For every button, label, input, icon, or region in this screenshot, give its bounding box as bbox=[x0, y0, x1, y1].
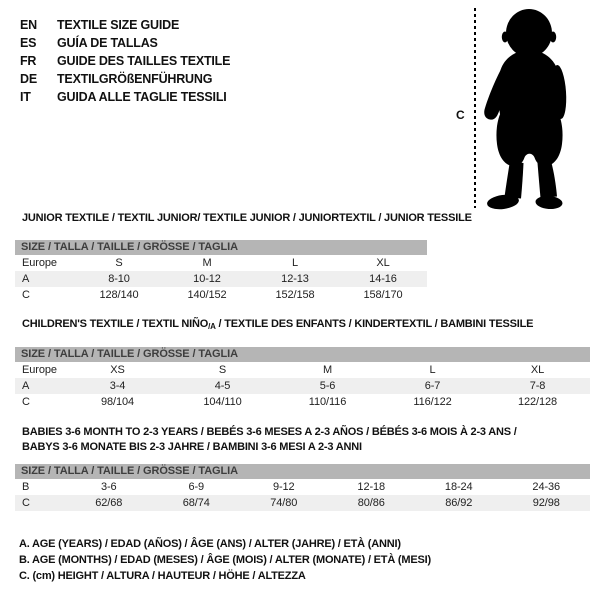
size-cell: M bbox=[202, 257, 212, 269]
measurement-legend bbox=[19, 536, 431, 584]
section-childrens-textile bbox=[0, 318, 590, 410]
row-label: A bbox=[22, 273, 30, 285]
row-label: C bbox=[22, 289, 30, 301]
height-cell: 116/122 bbox=[413, 396, 452, 408]
height-cell: 122/128 bbox=[517, 396, 558, 408]
section-title bbox=[22, 318, 590, 331]
height-cell: 152/158 bbox=[275, 289, 315, 301]
language-row bbox=[20, 70, 230, 88]
language-title: TEXTILE SIZE GUIDE bbox=[57, 18, 180, 32]
height-cell: 62/68 bbox=[95, 497, 123, 509]
language-title: GUÍA DE TALLAS bbox=[57, 36, 158, 50]
table-row bbox=[15, 255, 427, 271]
age-cell: 24-36 bbox=[532, 481, 561, 493]
height-label-c: C bbox=[456, 108, 465, 122]
age-cell: 14-16 bbox=[369, 273, 397, 285]
size-cell: XS bbox=[110, 364, 125, 376]
size-cell: L bbox=[429, 364, 436, 376]
table-row bbox=[15, 394, 590, 410]
height-cell: 74/80 bbox=[270, 497, 298, 509]
legend-line-a: A. AGE (YEARS) / EDAD (AÑOS) / ÂGE (ANS) / ALTER (JAHRE) / ETÀ (ANNI) bbox=[19, 538, 401, 550]
section-title-line: BABIES 3-6 MONTH TO 2-3 YEARS / BEBÉS 3-6 MESES A 2-3 AÑOS / BÉBÉS 3-6 MOIS À 2-3 ANS / bbox=[22, 426, 517, 438]
section-junior-textile bbox=[0, 212, 472, 303]
age-cell: 12-13 bbox=[281, 273, 309, 285]
size-cell: M bbox=[322, 364, 333, 376]
age-cell: 9-12 bbox=[272, 481, 295, 493]
age-cell: 7-8 bbox=[529, 380, 546, 392]
language-row bbox=[20, 52, 230, 70]
size-header-bar: SIZE / TALLA / TAILLE / GRÖSSE / TAGLIA bbox=[15, 240, 427, 255]
language-code: IT bbox=[20, 90, 31, 104]
section-babies-textile bbox=[0, 425, 590, 511]
section-title-part: CHILDREN'S TEXTILE / TEXTIL NIÑO bbox=[22, 318, 209, 330]
size-cell: L bbox=[291, 257, 299, 269]
language-row bbox=[20, 88, 230, 106]
language-row bbox=[20, 34, 230, 52]
height-cell: 92/98 bbox=[532, 497, 560, 509]
language-code: DE bbox=[20, 72, 37, 86]
age-cell: 5-6 bbox=[319, 380, 336, 392]
size-header-bar: SIZE / TALLA / TAILLE / GRÖSSE / TAGLIA bbox=[15, 464, 590, 479]
baby-silhouette-icon bbox=[480, 6, 580, 212]
language-row bbox=[20, 16, 230, 34]
height-cell: 98/104 bbox=[100, 396, 135, 408]
table-row bbox=[15, 287, 427, 303]
section-title bbox=[22, 425, 590, 455]
size-header-bar: SIZE / TALLA / TAILLE / GRÖSSE / TAGLIA bbox=[15, 347, 590, 362]
language-code: FR bbox=[20, 54, 37, 68]
age-cell: 6-7 bbox=[424, 380, 441, 392]
babies-size-table bbox=[15, 464, 590, 511]
size-cell: XL bbox=[376, 257, 390, 269]
section-title-subscript: /A bbox=[208, 322, 216, 331]
legend-line-b: B. AGE (MONTHS) / EDAD (MESES) / ÂGE (MOIS) / ALTER (MONATE) / ETÀ (MESI) bbox=[19, 554, 431, 566]
height-dotted-line bbox=[474, 8, 476, 208]
height-cell: 140/152 bbox=[187, 289, 227, 301]
language-code: ES bbox=[20, 36, 37, 50]
row-label: A bbox=[22, 380, 30, 392]
row-label: C bbox=[22, 497, 30, 509]
legend-line-c: C. (cm) HEIGHT / ALTURA / HAUTEUR / HÖHE / ALTEZZA bbox=[19, 570, 306, 582]
table-row bbox=[15, 378, 590, 394]
size-cell: S bbox=[218, 364, 227, 376]
height-cell: 128/140 bbox=[99, 289, 139, 301]
row-label: B bbox=[22, 481, 30, 493]
section-title: JUNIOR TEXTILE / TEXTIL JUNIOR/ TEXTILE JUNIOR / JUNIORTEXTIL / JUNIOR TESSILE bbox=[22, 212, 472, 224]
table-row bbox=[15, 495, 590, 511]
height-cell: 110/116 bbox=[308, 396, 347, 408]
row-label: C bbox=[22, 396, 30, 408]
table-row bbox=[15, 362, 590, 378]
table-row bbox=[15, 479, 590, 495]
height-cell: 86/92 bbox=[445, 497, 473, 509]
age-cell: 18-24 bbox=[444, 481, 473, 493]
age-cell: 3-6 bbox=[100, 481, 117, 493]
language-title: TEXTILGRÖßENFÜHRUNG bbox=[57, 72, 213, 86]
childrens-size-table bbox=[15, 347, 590, 410]
junior-size-table bbox=[15, 240, 427, 303]
table-row bbox=[15, 271, 427, 287]
language-title: GUIDE DES TAILLES TEXTILE bbox=[57, 54, 231, 68]
age-cell: 10-12 bbox=[193, 273, 221, 285]
language-title-list bbox=[20, 16, 230, 106]
row-label: Europe bbox=[22, 257, 57, 269]
age-cell: 6-9 bbox=[188, 481, 205, 493]
language-title: GUIDA ALLE TAGLIE TESSILI bbox=[57, 90, 227, 104]
row-label: Europe bbox=[22, 364, 57, 376]
height-cell: 104/110 bbox=[203, 396, 242, 408]
section-title-line: BABYS 3-6 MONATE BIS 2-3 JAHRE / BAMBINI 3-6 MESI A 2-3 ANNI bbox=[22, 441, 362, 453]
size-cell: S bbox=[115, 257, 123, 269]
height-cell: 68/74 bbox=[182, 497, 210, 509]
size-cell: XL bbox=[530, 364, 545, 376]
age-cell: 4-5 bbox=[214, 380, 231, 392]
age-cell: 12-18 bbox=[357, 481, 386, 493]
language-code: EN bbox=[20, 18, 37, 32]
section-title-part: / TEXTILE DES ENFANTS / KINDERTEXTIL / BAMBINI TESSILE bbox=[215, 318, 534, 330]
age-cell: 8-10 bbox=[108, 273, 130, 285]
age-cell: 3-4 bbox=[109, 380, 126, 392]
height-cell: 80/86 bbox=[357, 497, 385, 509]
height-cell: 158/170 bbox=[363, 289, 403, 301]
